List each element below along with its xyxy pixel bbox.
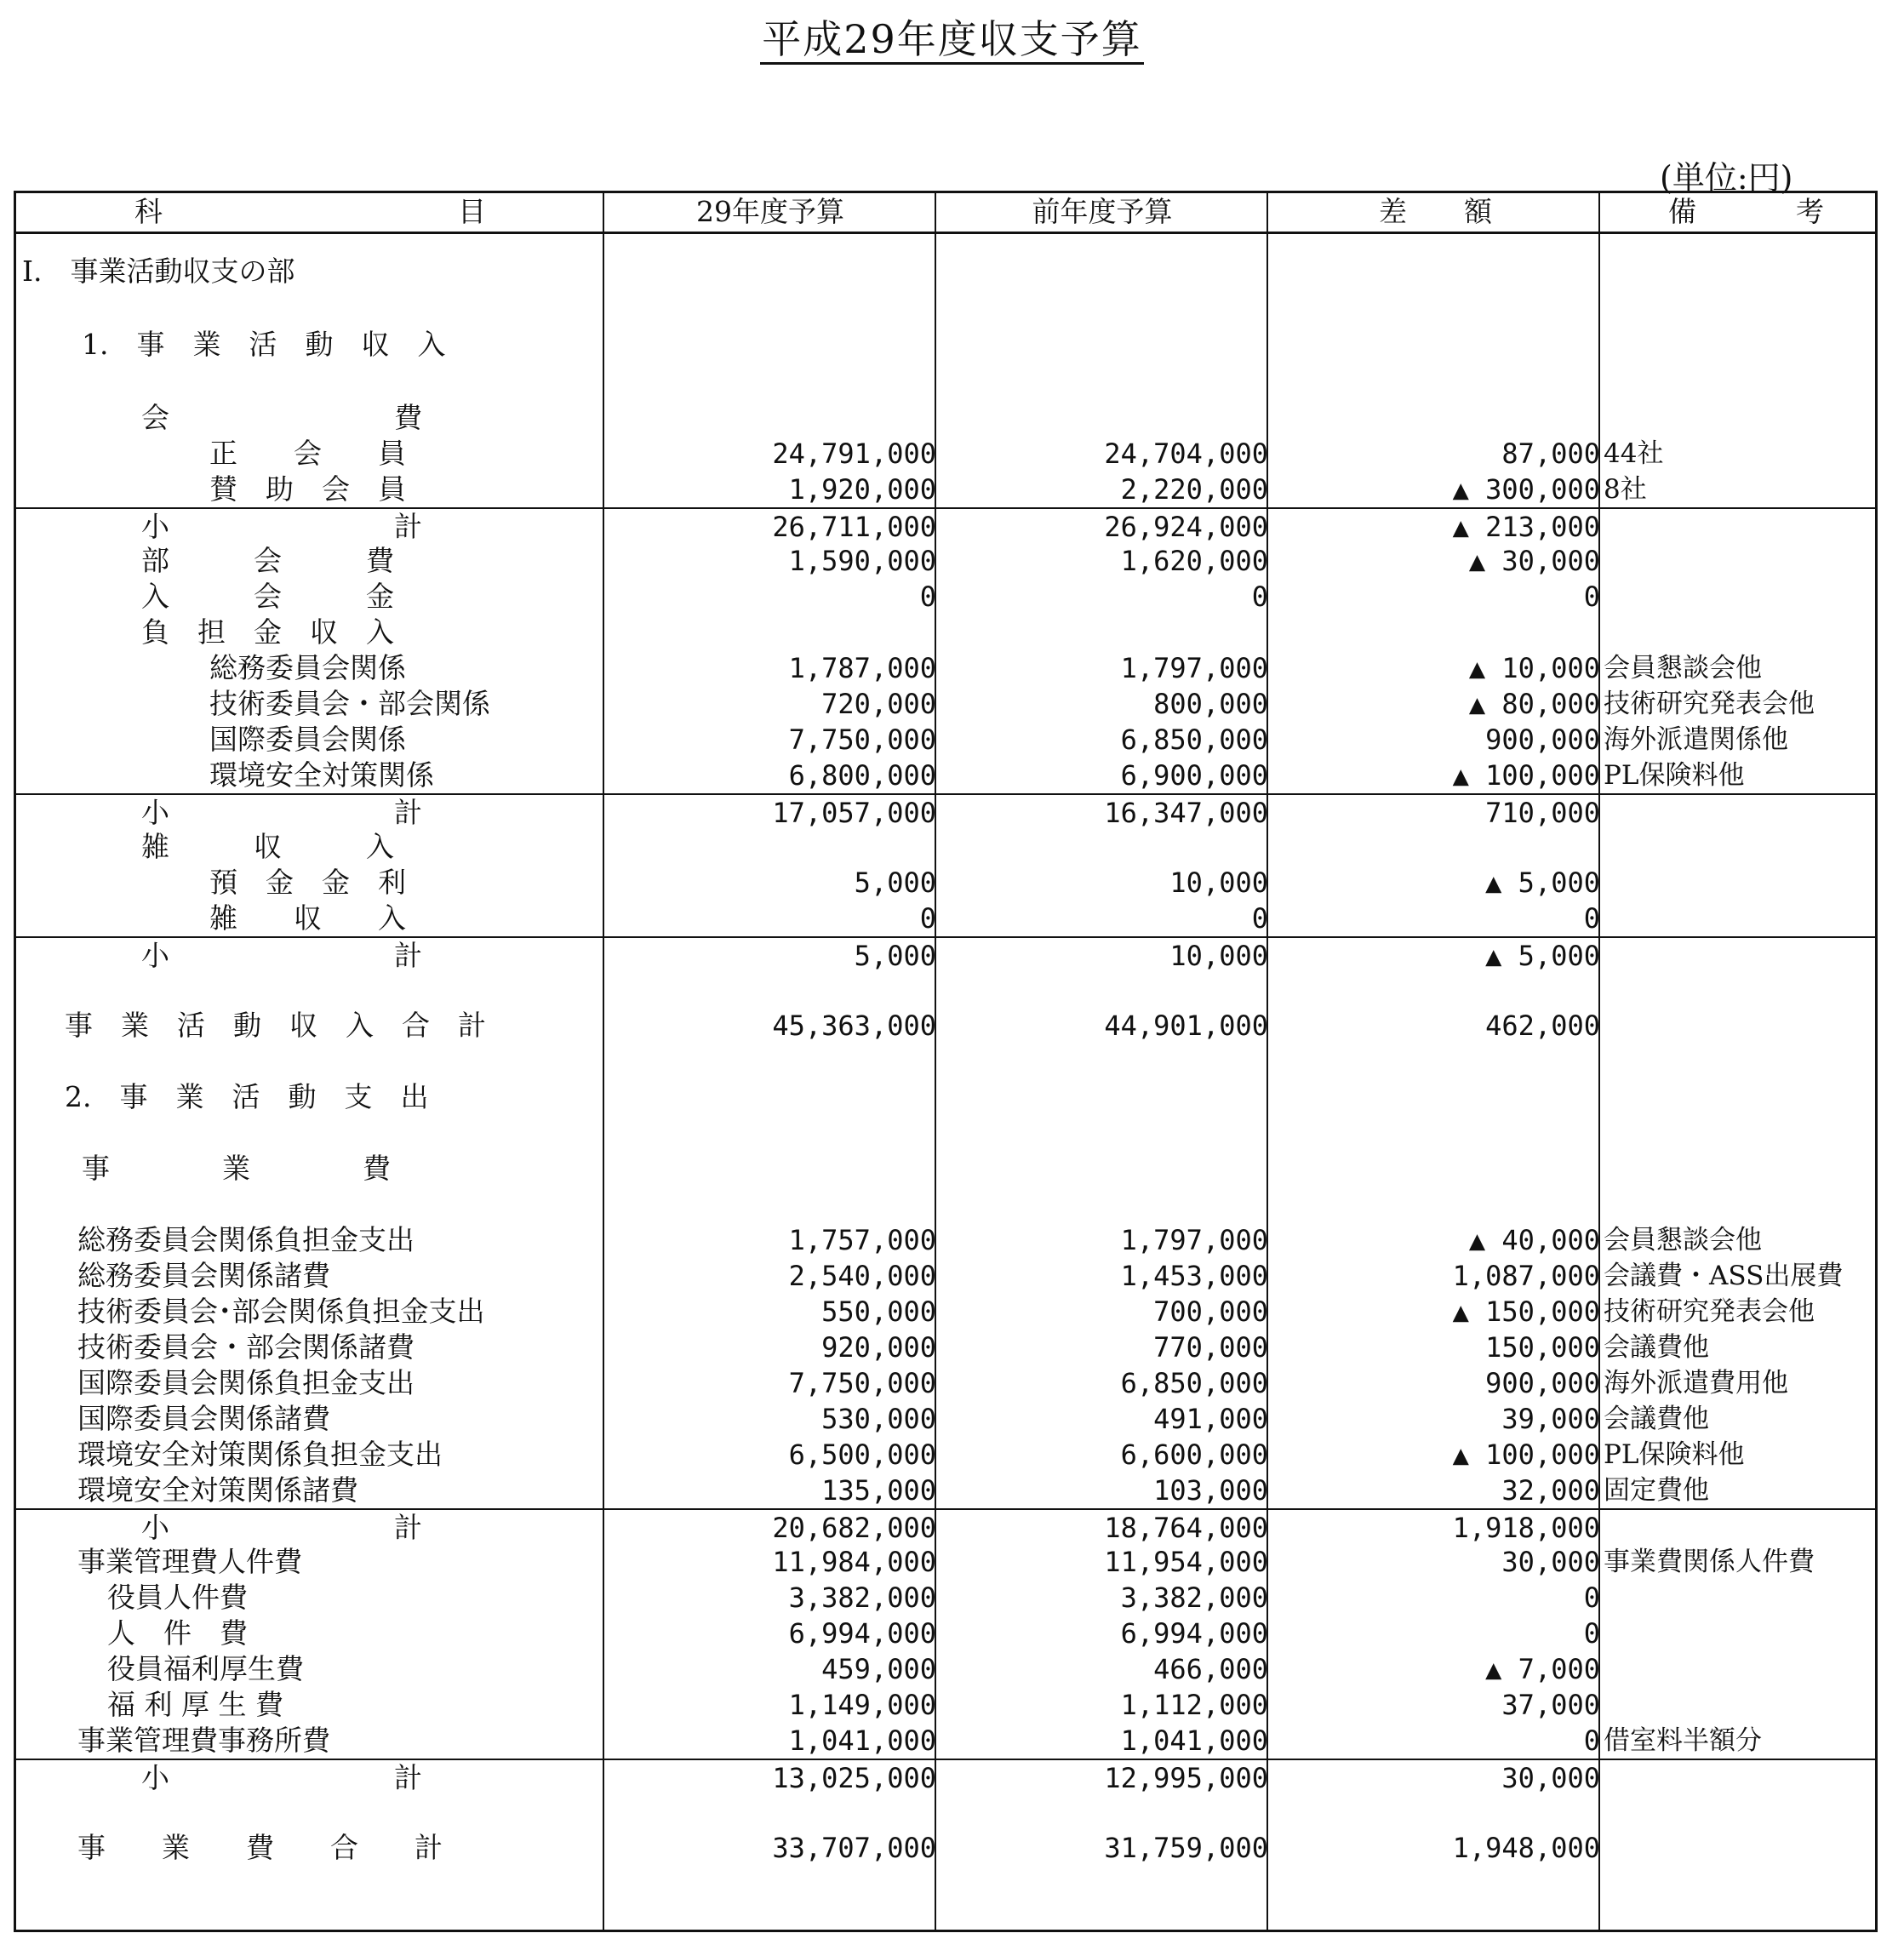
budget-current-value: 7,750,000 [788, 723, 936, 756]
row-label: 小 計 [141, 1761, 422, 1794]
header-rule [14, 232, 1878, 234]
budget-prev-value: 1,453,000 [1120, 1260, 1268, 1292]
row-label: 入 会 金 [141, 580, 394, 613]
table-row [14, 650, 1878, 686]
row-label: 環境安全対策関係負担金支出 [77, 1438, 443, 1471]
budget-prev-value: 10,000 [1169, 866, 1268, 899]
budget-current-value: 6,500,000 [788, 1438, 936, 1471]
table-row [14, 1723, 1878, 1759]
table-row [14, 1437, 1878, 1473]
remarks-value: 会議費他 [1604, 1332, 1709, 1363]
difference-value: ▲ 213,000 [1452, 511, 1600, 543]
budget-current-value: 0 [919, 902, 936, 935]
header-difference [1268, 194, 1600, 230]
remarks-value: 会議費他 [1604, 1404, 1709, 1434]
row-label: 国際委員会関係諸費 [77, 1402, 330, 1435]
table-row [14, 615, 1878, 650]
remarks-value: PL保険料他 [1604, 760, 1745, 791]
difference-value: 1,087,000 [1452, 1260, 1600, 1292]
budget-current-value: 1,149,000 [788, 1689, 936, 1721]
table-row [14, 1687, 1878, 1723]
remarks-value: 海外派遣関係他 [1604, 724, 1788, 755]
budget-current-value: 1,920,000 [788, 473, 936, 506]
difference-value: 710,000 [1485, 797, 1600, 829]
budget-prev-value: 0 [1251, 581, 1268, 613]
remarks-value: 技術研究発表会他 [1604, 689, 1815, 719]
difference-value: ▲ 150,000 [1452, 1295, 1600, 1328]
difference-value: 0 [1583, 1581, 1600, 1614]
row-label: 部 会 費 [141, 544, 394, 577]
budget-current-value: 33,707,000 [772, 1832, 936, 1864]
budget-prev-value: 12,995,000 [1104, 1762, 1268, 1794]
row-label: 技術委員会・部会関係諸費 [77, 1330, 415, 1364]
budget-prev-value: 3,382,000 [1120, 1581, 1268, 1614]
difference-value: 87,000 [1501, 438, 1600, 470]
budget-prev-value: 31,759,000 [1104, 1832, 1268, 1864]
budget-prev-value: 6,994,000 [1120, 1617, 1268, 1650]
row-label: Ⅰ. 事業活動収支の部 [22, 255, 295, 288]
table-row [14, 936, 1878, 974]
budget-prev-value: 10,000 [1169, 940, 1268, 972]
budget-prev-value: 800,000 [1153, 688, 1268, 720]
row-label: 総務委員会関係 [209, 651, 406, 684]
budget-current-value: 6,800,000 [788, 759, 936, 792]
table-row [14, 1473, 1878, 1508]
table-row [14, 254, 1878, 289]
document-title-text: 平成29年度収支予算 [760, 16, 1144, 65]
row-label: 事 業 費 合 計 [77, 1831, 443, 1864]
table-row [14, 1580, 1878, 1616]
table-row [14, 472, 1878, 507]
row-label: 環境安全対策関係諸費 [77, 1473, 358, 1507]
budget-prev-value: 6,850,000 [1120, 1367, 1268, 1399]
difference-value: 1,918,000 [1452, 1512, 1600, 1544]
table-row [14, 436, 1878, 472]
remarks-value: 事業費関係人件費 [1604, 1547, 1815, 1577]
table-row [14, 579, 1878, 615]
budget-current-value: 550,000 [821, 1295, 936, 1328]
budget-prev-value: 6,600,000 [1120, 1438, 1268, 1471]
difference-value: ▲ 5,000 [1485, 866, 1600, 899]
budget-current-value: 1,787,000 [788, 652, 936, 684]
budget-current-value: 1,590,000 [788, 545, 936, 577]
table-row [14, 1222, 1878, 1258]
budget-current-value: 17,057,000 [772, 797, 936, 829]
difference-value: 39,000 [1501, 1403, 1600, 1435]
budget-current-value: 13,025,000 [772, 1762, 936, 1794]
remarks-value: 8社 [1604, 474, 1647, 505]
remarks-value: 海外派遣費用他 [1604, 1368, 1788, 1398]
budget-prev-value: 1,797,000 [1120, 652, 1268, 684]
header-difference-a: 差 [1379, 195, 1407, 228]
row-label: 総務委員会関係諸費 [77, 1259, 330, 1292]
budget-current-value: 2,540,000 [788, 1260, 936, 1292]
table-row [14, 1079, 1878, 1115]
difference-value: 37,000 [1501, 1689, 1600, 1721]
table-row [14, 1651, 1878, 1687]
difference-value: 0 [1583, 902, 1600, 935]
table-row [14, 1616, 1878, 1651]
table-row [14, 1008, 1878, 1044]
budget-prev-value: 11,954,000 [1104, 1546, 1268, 1578]
remarks-value: 会員懇談会他 [1604, 653, 1762, 683]
budget-current-value: 530,000 [821, 1403, 936, 1435]
difference-value: ▲ 100,000 [1452, 1438, 1600, 1471]
difference-value: 30,000 [1501, 1546, 1600, 1578]
table-row [14, 1151, 1878, 1187]
row-label: 国際委員会関係負担金支出 [77, 1366, 415, 1399]
row-label: 国際委員会関係 [209, 723, 406, 756]
table-row [14, 686, 1878, 722]
header-subject-b: 目 [458, 195, 486, 228]
table-row [14, 1365, 1878, 1401]
header-budget-prev: 前年度予算 [1032, 195, 1173, 228]
budget-prev-value: 6,850,000 [1120, 723, 1268, 756]
table-row [14, 1544, 1878, 1580]
difference-value: ▲ 40,000 [1468, 1224, 1600, 1256]
row-label: 賛 助 会 員 [209, 472, 406, 506]
difference-value: 900,000 [1485, 1367, 1600, 1399]
unit-label: (単位:円) [1660, 159, 1793, 197]
remarks-value: 借室料半額分 [1604, 1725, 1762, 1756]
row-label: 預 金 金 利 [209, 866, 406, 899]
row-label: 負 担 金 収 入 [141, 615, 394, 649]
remarks-value: 技術研究発表会他 [1604, 1296, 1815, 1327]
budget-current-value: 26,711,000 [772, 511, 936, 543]
table-row [14, 507, 1878, 545]
budget-prev-value: 1,620,000 [1120, 545, 1268, 577]
row-label: 小 計 [141, 796, 422, 829]
remarks-value: 会員懇談会他 [1604, 1225, 1762, 1255]
row-label: 2. 事 業 活 動 支 出 [65, 1080, 429, 1113]
document-title [0, 9, 1904, 65]
budget-current-value: 45,363,000 [772, 1009, 936, 1042]
difference-value: 0 [1583, 1724, 1600, 1757]
table-row [14, 901, 1878, 936]
budget-current-value: 920,000 [821, 1331, 936, 1364]
row-label: 技術委員会・部会関係 [209, 687, 490, 720]
remarks-value: 44社 [1604, 438, 1664, 469]
table-row [14, 1294, 1878, 1330]
budget-current-value: 3,382,000 [788, 1581, 936, 1614]
row-label: 事 業 費 [82, 1152, 391, 1185]
budget-prev-value: 770,000 [1153, 1331, 1268, 1364]
row-label: 小 計 [141, 939, 422, 972]
row-label: 人 件 費 [107, 1616, 248, 1650]
table-row [14, 1830, 1878, 1866]
budget-prev-value: 26,924,000 [1104, 511, 1268, 543]
remarks-value: 会議費・ASS出展費 [1604, 1261, 1844, 1291]
table-row [14, 793, 1878, 831]
budget-current-value: 459,000 [821, 1653, 936, 1685]
budget-prev-value: 44,901,000 [1104, 1009, 1268, 1042]
difference-value: 1,948,000 [1452, 1832, 1600, 1864]
budget-current-value: 1,041,000 [788, 1724, 936, 1757]
row-label: 正 会 員 [209, 437, 406, 470]
budget-current-value: 5,000 [854, 940, 936, 972]
header-budget-current: 29年度予算 [696, 195, 844, 228]
header-remarks [1600, 194, 1878, 230]
budget-prev-value: 1,041,000 [1120, 1724, 1268, 1757]
remarks-value: PL保険料他 [1604, 1439, 1745, 1470]
row-label: 技術委員会･部会関係負担金支出 [77, 1295, 485, 1328]
budget-prev-value: 491,000 [1153, 1403, 1268, 1435]
table-row [14, 1759, 1878, 1796]
row-label: 事 業 活 動 収 入 合 計 [65, 1009, 486, 1042]
difference-value: ▲ 7,000 [1485, 1653, 1600, 1685]
budget-prev-value: 466,000 [1153, 1653, 1268, 1685]
budget-current-value: 24,791,000 [772, 438, 936, 470]
budget-prev-value: 2,220,000 [1120, 473, 1268, 506]
header-subject [15, 194, 603, 230]
budget-prev-value: 1,797,000 [1120, 1224, 1268, 1256]
row-label: 役員人件費 [107, 1581, 248, 1614]
row-label: 事業管理費人件費 [77, 1545, 302, 1578]
budget-prev-value: 18,764,000 [1104, 1512, 1268, 1544]
difference-value: ▲ 5,000 [1485, 940, 1600, 972]
table-row [14, 865, 1878, 901]
budget-current-value: 5,000 [854, 866, 936, 899]
table-row [14, 1258, 1878, 1294]
budget-prev-value: 16,347,000 [1104, 797, 1268, 829]
budget-prev-value: 700,000 [1153, 1295, 1268, 1328]
remarks-value: 固定費他 [1604, 1475, 1709, 1506]
row-label: 小 計 [141, 1511, 422, 1544]
budget-prev-value: 103,000 [1153, 1474, 1268, 1507]
difference-value: 462,000 [1485, 1009, 1600, 1042]
header-difference-b: 額 [1464, 195, 1492, 228]
difference-value: 150,000 [1485, 1331, 1600, 1364]
budget-prev-value: 0 [1251, 902, 1268, 935]
table-row [14, 1508, 1878, 1546]
budget-current-value: 720,000 [821, 688, 936, 720]
difference-value: ▲ 100,000 [1452, 759, 1600, 792]
table-row [14, 1401, 1878, 1437]
difference-value: 0 [1583, 1617, 1600, 1650]
difference-value: 30,000 [1501, 1762, 1600, 1794]
row-label: 環境安全対策関係 [209, 758, 434, 792]
budget-current-value: 7,750,000 [788, 1367, 936, 1399]
table-row [14, 400, 1878, 436]
budget-current-value: 1,757,000 [788, 1224, 936, 1256]
row-label: 福 利 厚 生 費 [107, 1688, 283, 1721]
difference-value: ▲ 80,000 [1468, 688, 1600, 720]
budget-current-value: 20,682,000 [772, 1512, 936, 1544]
budget-prev-value: 24,704,000 [1104, 438, 1268, 470]
row-label: 役員福利厚生費 [107, 1652, 304, 1685]
difference-value: 900,000 [1485, 723, 1600, 756]
table-row [14, 327, 1878, 363]
row-label: 事業管理費事務所費 [77, 1724, 330, 1757]
row-label: 小 計 [141, 510, 422, 543]
row-label: 1. 事 業 活 動 収 入 [82, 328, 446, 361]
table-row [14, 722, 1878, 758]
budget-prev-value: 1,112,000 [1120, 1689, 1268, 1721]
header-remarks-a: 備 [1668, 195, 1696, 228]
difference-value: ▲ 10,000 [1468, 652, 1600, 684]
budget-current-value: 135,000 [821, 1474, 936, 1507]
table-row [14, 829, 1878, 865]
row-label: 雑 収 入 [141, 830, 394, 863]
header-subject-a: 科 [134, 195, 163, 228]
budget-current-value: 0 [919, 581, 936, 613]
budget-prev-value: 6,900,000 [1120, 759, 1268, 792]
table-row [14, 543, 1878, 579]
row-label: 会 費 [141, 401, 422, 434]
difference-value: ▲ 30,000 [1468, 545, 1600, 577]
header-remarks-b: 考 [1796, 195, 1824, 228]
row-label: 総務委員会関係負担金支出 [77, 1223, 415, 1256]
difference-value: 0 [1583, 581, 1600, 613]
table-row [14, 1330, 1878, 1365]
budget-current-value: 11,984,000 [772, 1546, 936, 1578]
row-label: 雑 収 入 [209, 901, 406, 935]
table-row [14, 758, 1878, 793]
budget-current-value: 6,994,000 [788, 1617, 936, 1650]
difference-value: ▲ 300,000 [1452, 473, 1600, 506]
difference-value: 32,000 [1501, 1474, 1600, 1507]
